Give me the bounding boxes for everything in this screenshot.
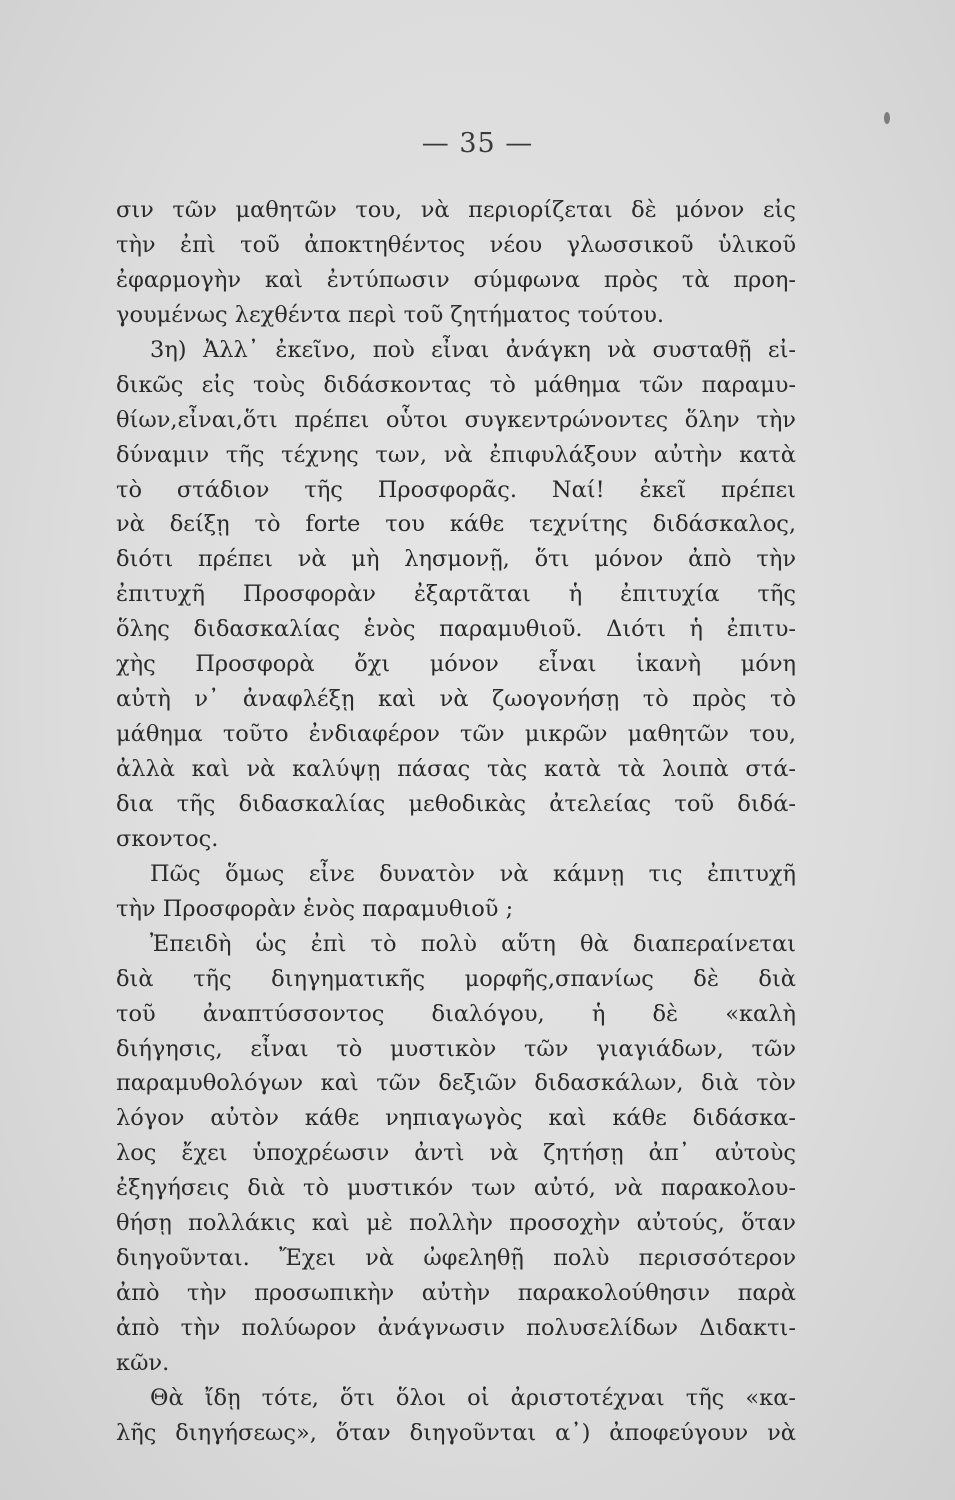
text-line: Ἐπειδὴ ὡς ἐπὶ τὸ πολὺ αὕτη θὰ διαπεραίνεται	[150, 930, 796, 957]
text-line: αὐτὴ ν᾽ ἀναφλέξῃ καὶ νὰ ζωογονήσῃ τὸ πρὸς τὸ	[116, 686, 796, 713]
text-line: διὰ τῆς διηγηματικῆς μορφῆς,σπανίως δὲ διὰ	[116, 965, 796, 992]
text-line: ἀπὸ τὴν πολύωρον ἀνάγνωσιν πολυσελίδων Διδακτι-	[116, 1315, 796, 1341]
text-line: μάθημα τοῦτο ἐνδιαφέρον τῶν μικρῶν μαθητῶν του,	[116, 721, 796, 748]
text-line: διήγησις, εἶναι τὸ μυστικὸν τῶν γιαγιάδων, τῶν	[116, 1035, 796, 1062]
ink-blot	[884, 112, 890, 124]
text-line: ἐξηγήσεις διὰ τὸ μυστικόν των αὐτό, νὰ παρακολου-	[116, 1175, 796, 1202]
text-line: δύναμιν τῆς τέχνης των, νὰ ἐπιφυλάξουν αὐτὴν κατὰ	[116, 441, 796, 468]
text-line: νὰ δείξῃ τὸ forte του κάθε τεχνίτης διδάσκαλος,	[116, 511, 796, 538]
text-line: λόγον αὐτὸν κάθε νηπιαγωγὸς καὶ κάθε διδάσκα-	[116, 1105, 796, 1132]
text-line: σιν τῶν μαθητῶν του, νὰ περιορίζεται δὲ μόνον εἰς	[116, 197, 796, 223]
text-line: παραμυθολόγων καὶ τῶν δεξιῶν διδασκάλων, διὰ τὸν	[116, 1070, 796, 1097]
text-line: τοῦ ἀναπτύσσοντος διαλόγου, ἡ δὲ «καλὴ	[116, 1000, 796, 1027]
text-line: τὴν Προσφορὰν ἑνὸς παραμυθιοῦ ;	[116, 895, 514, 922]
text-line: Πῶς ὅμως εἶνε δυνατὸν νὰ κάμνῃ τις ἐπιτυχῆ	[150, 860, 796, 887]
body-text	[116, 193, 796, 1451]
text-line: λος ἔχει ὑποχρέωσιν ἀντὶ νὰ ζητήσῃ ἀπ᾽ αὐτοὺς	[116, 1140, 796, 1167]
text-line: δια τῆς διδασκαλίας μεθοδικὰς ἀτελείας τοῦ διδά-	[116, 790, 796, 817]
text-line: θίων,εἶναι,ὅτι πρέπει οὗτοι συγκεντρώνοντες ὅλην τὴν	[116, 406, 796, 433]
text-line: διότι πρέπει νὰ μὴ λησμονῇ, ὅτι μόνον ἀπὸ τὴν	[116, 546, 796, 573]
text-line: δικῶς εἰς τοὺς διδάσκοντας τὸ μάθημα τῶν παραμυ-	[116, 371, 796, 398]
text-line: διηγοῦνται. Ἔχει νὰ ὠφεληθῇ πολὺ περισσότερον	[116, 1245, 796, 1272]
text-line: τὴν ἐπὶ τοῦ ἀποκτηθέντος νέου γλωσσικοῦ ὑλικοῦ	[116, 231, 796, 258]
text-line: ἐπιτυχῆ Προσφορὰν ἐξαρτᾶται ἡ ἐπιτυχία τῆς	[116, 581, 796, 608]
text-line: λῆς διηγήσεως», ὅταν διηγοῦνται α᾽) ἀποφεύγουν νὰ	[116, 1419, 796, 1446]
text-line: Θὰ ἴδῃ τότε, ὅτι ὅλοι οἱ ἀριστοτέχναι τῆς «κα-	[150, 1384, 796, 1411]
text-line: θήσῃ πολλάκις καὶ μὲ πολλὴν προσοχὴν αὐτούς, ὅταν	[116, 1210, 796, 1237]
text-line: 3η) Ἀλλ᾽ ἐκεῖνο, ποὺ εἶναι ἀνάγκη νὰ συσταθῇ εἰ-	[150, 336, 796, 363]
text-line: σκοντος.	[116, 825, 219, 852]
text-line: ἀπὸ τὴν προσωπικὴν αὐτὴν παρακολούθησιν παρὰ	[116, 1280, 796, 1307]
text-line: ὅλης διδασκαλίας ἑνὸς παραμυθιοῦ. Διότι ἡ ἐπιτυ-	[116, 616, 796, 643]
text-line: ἀλλὰ καὶ νὰ καλύψῃ πάσας τὰς κατὰ τὰ λοιπὰ στά-	[116, 756, 796, 782]
text-line: κῶν.	[116, 1349, 170, 1376]
text-line: τὸ στάδιον τῆς Προσφορᾶς. Ναί! ἐκεῖ πρέπει	[116, 476, 796, 503]
page-number: — 35 —	[421, 128, 534, 159]
text-line: ἐφαρμογὴν καὶ ἐντύπωσιν σύμφωνα πρὸς τὰ προη-	[116, 266, 796, 293]
text-line: χὴς Προσφορὰ ὄχι μόνον εἶναι ἱκανὴ μόνη	[116, 651, 796, 678]
text-line: γουμένως λεχθέντα περὶ τοῦ ζητήματος τούτου.	[116, 301, 665, 328]
